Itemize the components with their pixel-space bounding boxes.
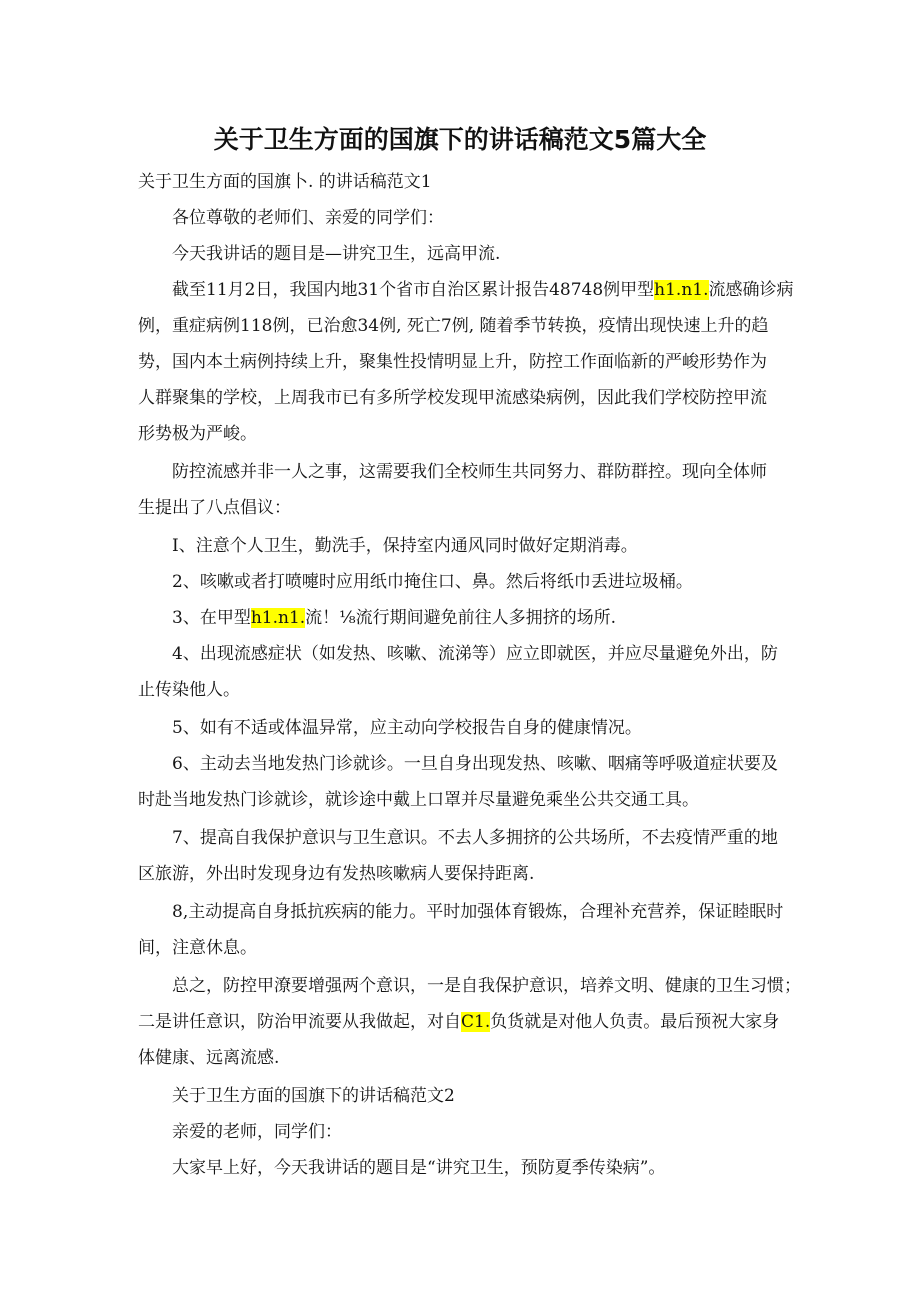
section-heading-1: 关于卫生方面的国旗卜. 的讲话稿范文1 (138, 172, 432, 192)
paragraph-line: 人群聚集的学校，上周我市已有多所学校发现甲流感染病例，因此我们学校防控甲流 (138, 388, 767, 408)
list-item: 3、在甲型h1.n1.流！⅛流行期间避免前往人多拥挤的场所. (172, 608, 617, 628)
speech-topic-1: 今天我讲话的题目是—讲究卫生，远高甲流. (172, 244, 501, 264)
greeting-1: 各位尊敬的老师们、亲爱的同学们： (172, 208, 444, 228)
paragraph-line: 总之，防控甲潦要增强两个意识，一是自我保护意识，培养文明、健康的卫生习惯； (172, 976, 801, 996)
section-heading-2: 关于卫生方面的国旗下的讲话稿范文2 (172, 1086, 455, 1106)
highlight: n1. (278, 608, 306, 628)
list-item: 4、出现流感症状（如发热、咳嗽、流涕等）应立即就医，并应尽量避免外出，防 (172, 644, 778, 664)
list-item: 2、咳嗽或者打喷嚏时应用纸巾掩住口、鼻。然后将纸巾丢进垃圾桶。 (172, 572, 693, 592)
list-item-continued: 间，注意休息。 (138, 938, 257, 958)
paragraph-line: 生提出了八点倡议： (138, 498, 291, 518)
highlight: C1. (461, 1012, 491, 1032)
paragraph-line: 防控流感并非一人之事，这需要我们全校师生共同努力、群防群控。现向全体师 (172, 462, 767, 482)
list-item: 7、提高自我保护意识与卫生意识。不去人多拥挤的公共场所，不去疫情严重的地 (172, 828, 778, 848)
list-item: 5、如有不适或体温异常，应主动向学校报告自身的健康情况。 (172, 718, 642, 738)
paragraph-line: 体健康、远离流感. (138, 1048, 280, 1068)
speech-topic-2: 大家早上好，今天我讲话的题目是“讲究卫生，预防夏季传染病”。 (172, 1158, 666, 1178)
paragraph-line: 例，重症病例118例，已治愈34例, 死亡7例, 随着季节转换，疫情出现快速上升的趋 (138, 316, 769, 336)
paragraph-line: 截至11月2日，我国内地31个省市自治区累计报告48748例甲型h1.n1.流感确诊病 (172, 280, 794, 300)
highlight: h1. (250, 608, 278, 628)
list-item-continued: 时赴当地发热门诊就诊，就诊途中戴上口罩并尽量避免乘坐公共交通工具。 (138, 790, 699, 810)
list-item: I、注意个人卫生，勤洗手，保持室内通风同时做好定期消毒。 (172, 536, 638, 556)
highlight: n1. (681, 280, 709, 300)
highlight: h1. (654, 280, 682, 300)
paragraph-line: 形势极为严峻。 (138, 424, 257, 444)
document-title: 关于卫生方面的国旗下的讲话稿范文5篇大全 (213, 125, 707, 154)
list-item: 6、主动去当地发热门诊就诊。一旦自身出现发热、咳嗽、咽痛等呼吸道症状要及 (172, 754, 778, 774)
paragraph-line: 二是讲任意识，防治甲流要从我做起，对自C1.负货就是对他人负责。最后预祝大家身 (138, 1012, 780, 1032)
list-item-continued: 止传染他人。 (138, 680, 240, 700)
list-item: 8,主动提高自身抵抗疾病的能力。平时加强体育锻炼，合理补充营养，保证睦眠时 (172, 902, 784, 922)
paragraph-line: 势，国内本土病例持续上升，聚集性投情明显上升，防控工作面临新的严峻形势作为 (138, 352, 767, 372)
greeting-2: 亲爱的老师，同学们： (172, 1122, 342, 1142)
list-item-continued: 区旅游，外出时发现身边有发热咳嗽病人要保持距离. (138, 864, 535, 884)
